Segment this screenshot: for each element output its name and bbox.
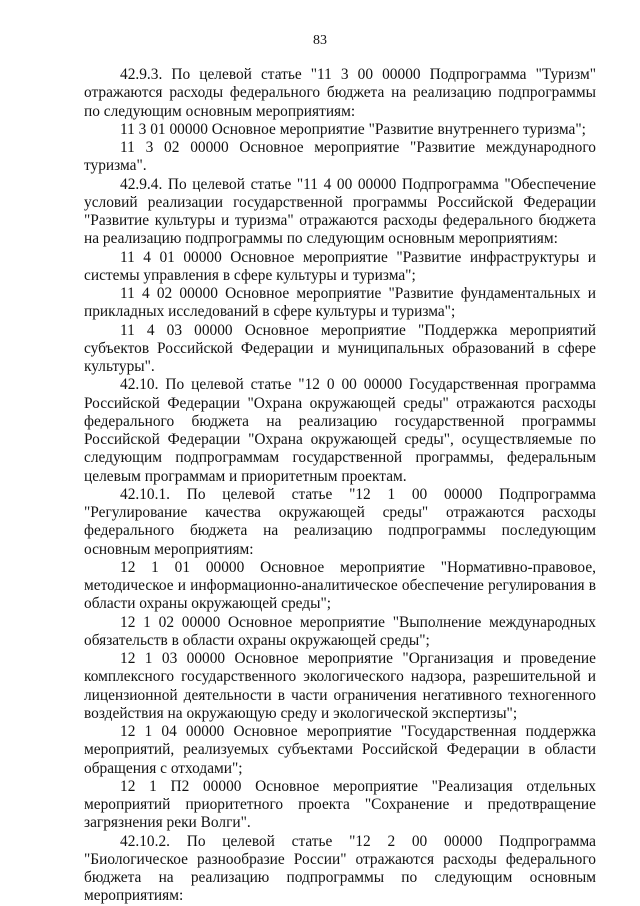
document-body — [84, 66, 596, 906]
paragraph: 12 1 П2 00000 Основное мероприятие "Реализация отдельных мероприятий приоритетного проекта "Сохранение и предотвращение загрязнения реки Волги". — [84, 777, 596, 832]
paragraph: 42.9.3. По целевой статье "11 3 00 00000 Подпрограмма "Туризм" отражаются расходы федерального бюджета на реализацию подпрограммы по следующим основным мероприятиям: — [84, 66, 596, 120]
paragraph: 12 1 02 00000 Основное мероприятие "Выполнение международных обязательств в области охраны окружающей среды"; — [84, 613, 596, 649]
paragraph: 11 3 02 00000 Основное мероприятие "Развитие международного туризма". — [84, 139, 596, 175]
paragraph: 42.10.1. По целевой статье "12 1 00 00000 Подпрограмма "Регулирование качества окружающей среды" отражаются расходы федерального бюджета на реализацию подпрограммы последующим основным мероприятиям: — [84, 485, 596, 558]
paragraph: 42.9.4. По целевой статье "11 4 00 00000 Подпрограмма "Обеспечение условий реализации государственной программы Российской Федерации "Развитие культуры и туризма" отражаются расходы федерального бюджета на реализацию подпрограммы по следующим основным мероприятиям: — [84, 175, 596, 248]
paragraph: 12 1 03 00000 Основное мероприятие "Организация и проведение комплексного государственного экологического надзора, разрешительной и лицензионной деятельности в части ограничения негативного техногенного воздействия на окружающую среду и экологической экспертизы"; — [84, 650, 596, 722]
paragraph: 11 4 01 00000 Основное мероприятие "Развитие инфраструктуры и системы управления в сфере культуры и туризма"; — [84, 248, 596, 284]
page-number: 83 — [313, 33, 327, 48]
paragraph: 11 4 02 00000 Основное мероприятие "Развитие фундаментальных и прикладных исследований в сфере культуры и туризма"; — [84, 285, 596, 321]
paragraph: 42.10. По целевой статье "12 0 00 00000 Государственная программа Российской Федерации "Охрана окружающей среды" отражаются расходы федерального бюджета на реализацию государственной программы Российской Федерации "Охрана окружающей среды", осуществляемые по следующим подпрограммам государственной программы, федеральным целевым программам и приоритетным проектам. — [84, 376, 596, 485]
paragraph: 11 3 01 00000 Основное мероприятие "Развитие внутреннего туризма"; — [120, 120, 586, 138]
paragraph: 12 1 04 00000 Основное мероприятие "Государственная поддержка мероприятий, реализуемых субъектами Российской Федерации в области обращения с отходами"; — [84, 723, 596, 777]
paragraph: 12 1 01 00000 Основное мероприятие "Нормативно-правовое, методическое и информационно-аналитическое обеспечение регулирования в области охраны окружающей среды"; — [84, 558, 596, 613]
paragraph: 42.10.2. По целевой статье "12 2 00 00000 Подпрограмма "Биологическое разнообразие России" отражаются расходы федерального бюджета на реализацию подпрограммы по следующим основным мероприятиям: — [84, 832, 596, 905]
paragraph: 11 4 03 00000 Основное мероприятие "Поддержка мероприятий субъектов Российской Федерации и муниципальных образований в сфере культуры". — [84, 321, 596, 375]
